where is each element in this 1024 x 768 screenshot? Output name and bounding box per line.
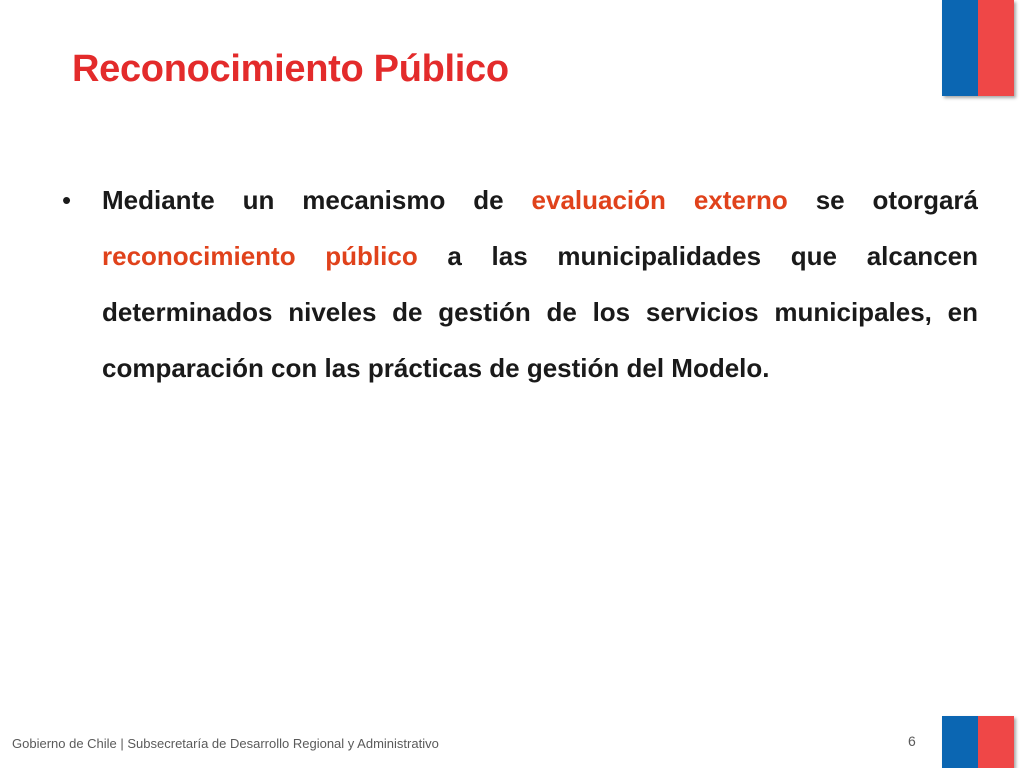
highlight-reconocimiento-publico: reconocimiento público <box>102 241 418 271</box>
footer-text: Gobierno de Chile | Subsecretaría de Desarrollo Regional y Administrativo <box>12 736 439 751</box>
flag-red-stripe <box>978 0 1014 96</box>
bullet-list <box>62 172 978 396</box>
bullet-text-part1: Mediante un mecanismo de <box>102 185 504 215</box>
bullet-text-part3: a las municipalidades que alcancen determinados niveles de gestión de los servicios municipales, en comparación con las prácticas de gestión del Modelo. <box>102 241 978 383</box>
bullet-text-part2: se otorgará <box>815 185 978 215</box>
flag-red-stripe <box>978 716 1014 768</box>
highlight-evaluacion-externo: evaluación externo <box>531 185 788 215</box>
flag-blue-stripe <box>942 716 978 768</box>
chile-flag-logo-bottom <box>942 716 1014 768</box>
flag-blue-stripe <box>942 0 978 96</box>
chile-flag-logo-top <box>942 0 1014 96</box>
bullet-text <box>102 172 978 396</box>
page-number: 6 <box>908 733 916 749</box>
bullet-item <box>62 172 978 396</box>
bullet-icon: • <box>62 185 72 215</box>
slide-title: Reconocimiento Público <box>72 48 509 90</box>
